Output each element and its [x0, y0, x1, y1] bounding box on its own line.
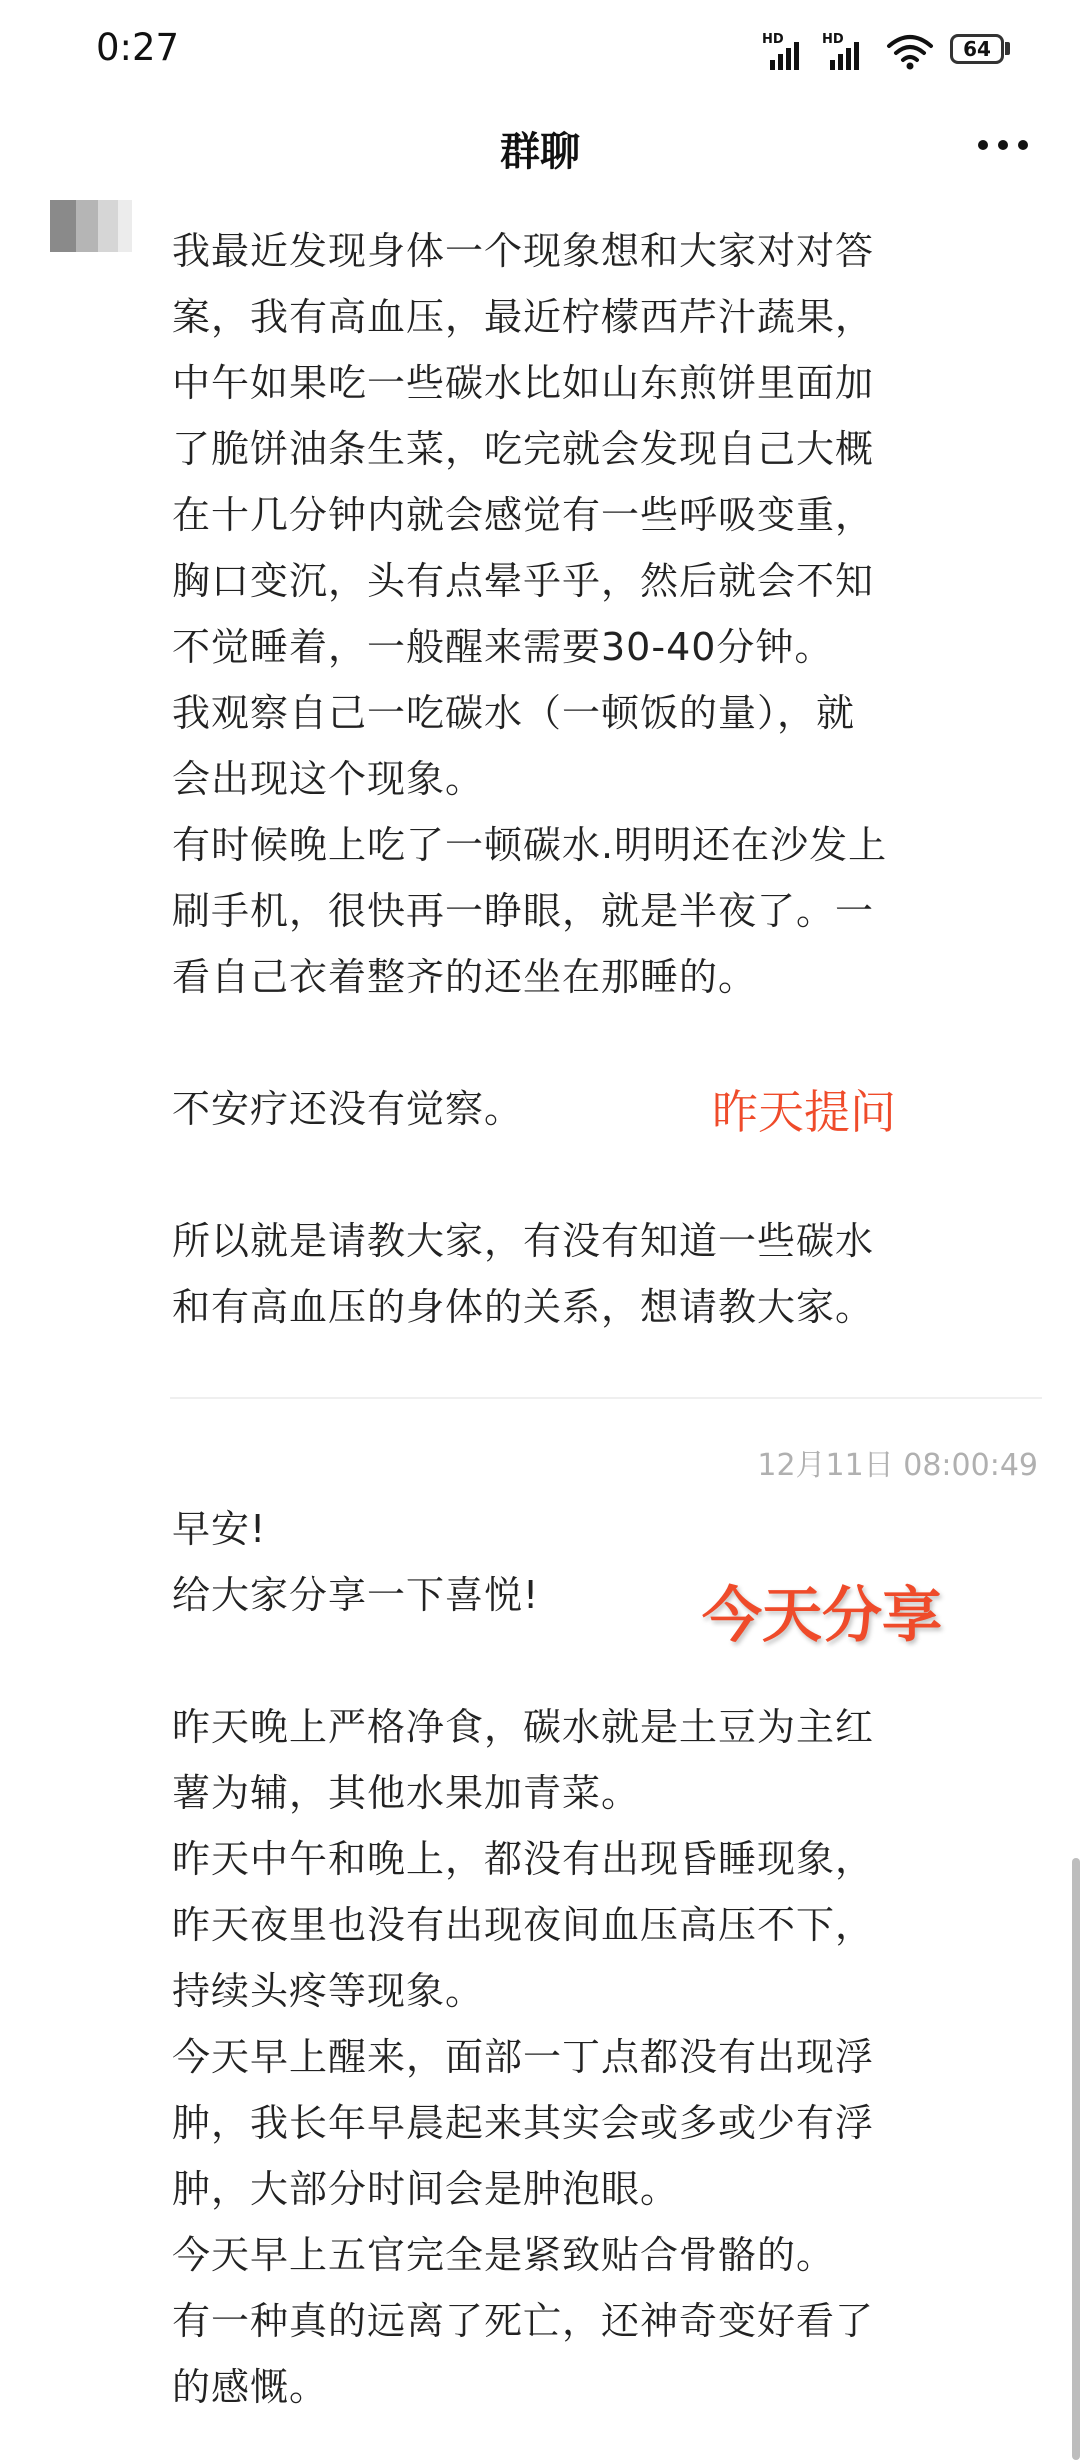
- status-time: 0:27: [96, 26, 180, 69]
- battery-icon: [950, 34, 1004, 64]
- annotation-yesterday-question: 昨天提问: [712, 1085, 896, 1139]
- message-line: 有一种真的远离了死亡，还神奇变好看了: [172, 2299, 875, 2343]
- signal-icon: HD: [762, 30, 808, 70]
- message-line: 的感慨。: [172, 2365, 329, 2409]
- message-line: 不安疗还没有觉察。: [172, 1087, 524, 1131]
- message-line: 和有高血压的身体的关系，想请教大家。: [172, 1285, 875, 1329]
- message-line: 案，我有高血压，最近柠檬西芹汁蔬果，: [172, 295, 875, 339]
- message-line: 肿，我长年早晨起来其实会或多或少有浮: [172, 2101, 875, 2145]
- message-line: 肿，大部分时间会是肿泡眼。: [172, 2167, 680, 2211]
- message-line: 持续头疼等现象。: [172, 1969, 485, 2013]
- battery-level: 64: [963, 37, 991, 61]
- message-line: 今天早上醒来，面部一丁点都没有出现浮: [172, 2035, 875, 2079]
- message-line: 有时候晚上吃了一顿碳水.明明还在沙发上: [172, 823, 888, 867]
- message-divider: [170, 1397, 1042, 1399]
- message-line: 在十几分钟内就会感觉有一些呼吸变重，: [172, 493, 875, 537]
- message-timestamp: 12月11日 08:00:49: [757, 1448, 1038, 1483]
- message-line: 薯为辅，其他水果加青菜。: [172, 1771, 641, 1815]
- message-line: 会出现这个现象。: [172, 757, 485, 801]
- message-line: 早安!: [172, 1507, 267, 1551]
- message-line: 胸口变沉，头有点晕乎乎，然后就会不知: [172, 559, 875, 603]
- message-line: 刷手机，很快再一睁眼，就是半夜了。一: [172, 889, 875, 933]
- message-line: 了脆饼油条生菜，吃完就会发现自己大概: [172, 427, 875, 471]
- battery-tip: [1005, 42, 1010, 55]
- message-line: 看自己衣着整齐的还坐在那睡的。: [172, 955, 758, 999]
- message-line: 不觉睡着，一般醒来需要30-40分钟。: [172, 625, 834, 669]
- message-line: 今天早上五官完全是紧致贴合骨骼的。: [172, 2233, 836, 2277]
- chat-header: [0, 100, 1080, 192]
- message-line: 昨天夜里也没有出现夜间血压高压不下，: [172, 1903, 875, 1947]
- scrollbar[interactable]: [1072, 1858, 1080, 2460]
- message-line: 给大家分享一下喜悦!: [172, 1573, 540, 1617]
- signal-icon-2: HD: [822, 30, 868, 70]
- message-line: 中午如果吃一些碳水比如山东煎饼里面加: [172, 361, 875, 405]
- wifi-icon: [886, 32, 934, 72]
- chat-message-1: [172, 218, 1022, 1340]
- avatar[interactable]: [50, 200, 132, 252]
- message-line: 我最近发现身体一个现象想和大家对对答: [172, 229, 875, 273]
- message-line: 昨天中午和晚上，都没有出现昏睡现象，: [172, 1837, 875, 1881]
- status-bar: [0, 0, 1080, 100]
- chat-title: 群聊: [500, 129, 580, 175]
- annotation-today-share: 今天分享: [702, 1581, 942, 1651]
- more-options-icon[interactable]: [978, 140, 1030, 152]
- message-line: 所以就是请教大家，有没有知道一些碳水: [172, 1219, 875, 1263]
- message-line: 昨天晚上严格净食，碳水就是土豆为主红: [172, 1705, 875, 1749]
- message-line: 我观察自己一吃碳水（一顿饭的量），就: [172, 691, 856, 735]
